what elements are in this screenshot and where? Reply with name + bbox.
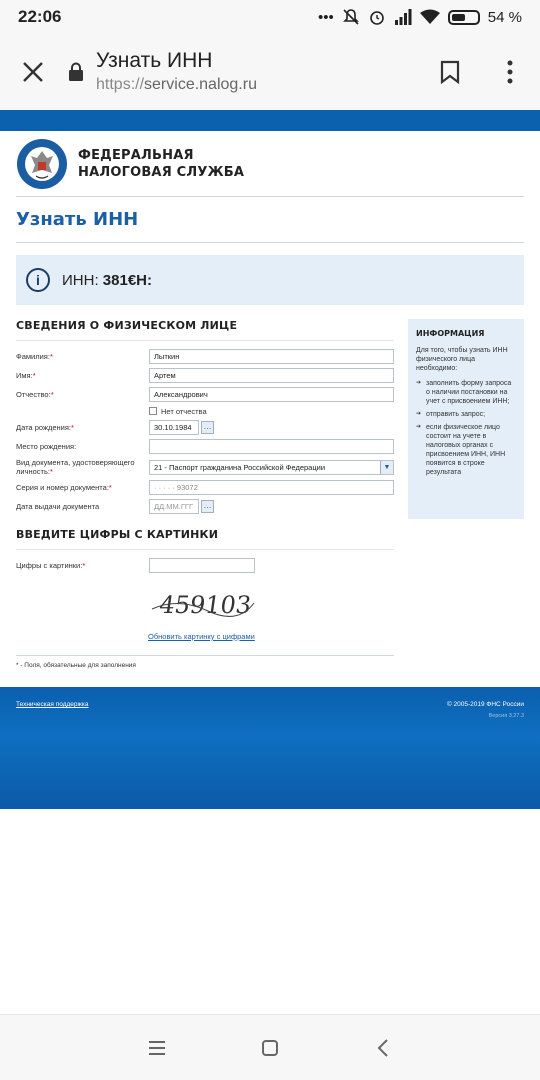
- battery-percent: 54 %: [487, 8, 522, 26]
- captcha-input[interactable]: [149, 558, 255, 573]
- row-doctype: [16, 456, 394, 478]
- wifi-icon: [420, 9, 440, 25]
- back-button[interactable]: [363, 1028, 403, 1068]
- main-content: [16, 319, 524, 673]
- info-panel: [408, 319, 524, 519]
- name-label: [16, 371, 149, 380]
- lock-icon: [66, 34, 86, 110]
- patronymic-label: [16, 390, 149, 399]
- url-host: service.nalog.ru: [144, 76, 257, 93]
- info-item: ➔ если физическое лицо состоит на учете в налоговых органах с присвоением ИНН, ИНН появится в строке результата: [416, 423, 516, 477]
- bookmark-button[interactable]: [420, 34, 480, 110]
- menu-button[interactable]: [480, 34, 540, 110]
- row-birthdate: [16, 418, 394, 437]
- info-item: ➔ отправить запрос;: [416, 410, 516, 419]
- org-line-2: НАЛОГОВАЯ СЛУЖБА: [78, 164, 245, 180]
- doctype-label-text: Вид документа, удостоверяющего личность:: [16, 458, 135, 476]
- docnum-label: [16, 483, 149, 492]
- web-page: [0, 110, 540, 809]
- name-field[interactable]: Артем: [149, 368, 394, 383]
- browser-toolbar: [0, 34, 540, 110]
- copyright: © 2005-2019 ФНС России: [446, 701, 524, 708]
- patronymic-label-text: Отчество:: [16, 390, 51, 399]
- surname-label: [16, 352, 149, 361]
- close-button[interactable]: [0, 34, 66, 110]
- mute-icon: [342, 8, 360, 26]
- org-line-1: ФЕДЕРАЛЬНАЯ: [78, 147, 194, 163]
- info-intro: Для того, чтобы узнать ИНН физического лица необходимо:: [416, 347, 508, 372]
- section-captcha-title: ВВЕДИТЕ ЦИФРЫ С КАРТИНКИ: [16, 528, 394, 550]
- surname-field[interactable]: Лыткин: [149, 349, 394, 364]
- row-docnum: [16, 478, 394, 497]
- inn-form: [16, 319, 394, 705]
- patronymic-field[interactable]: Александрович: [149, 387, 394, 402]
- required-mark: *: [108, 483, 112, 492]
- no-patronymic-checkbox[interactable]: [149, 407, 157, 415]
- doctype-select[interactable]: [149, 460, 394, 475]
- issue-date-picker-button[interactable]: …: [201, 500, 214, 513]
- required-mark: *: [82, 561, 86, 570]
- url-scheme: https://: [96, 76, 145, 93]
- address-area[interactable]: [96, 48, 420, 96]
- birthplace-label: Место рождения:: [16, 442, 77, 451]
- inn-result: [62, 272, 152, 289]
- recent-apps-button[interactable]: [137, 1028, 177, 1068]
- birthdate-label-text: Дата рождения:: [16, 423, 71, 432]
- fns-emblem-logo[interactable]: [16, 138, 68, 190]
- doctype-value: 21 - Паспорт гражданина Российской Федерации: [154, 462, 326, 472]
- row-surname: [16, 347, 394, 366]
- org-name: [78, 147, 244, 181]
- section-personal-title: СВЕДЕНИЯ О ФИЗИЧЕСКОМ ЛИЦЕ: [16, 319, 394, 341]
- row-patronymic: [16, 385, 394, 404]
- back-icon: [376, 1038, 390, 1058]
- docnum-field[interactable]: · · · · · 93072: [149, 480, 394, 495]
- chevron-down-icon[interactable]: ▼: [380, 461, 393, 474]
- url-text: [96, 74, 420, 96]
- required-mark: *: [49, 467, 53, 476]
- battery-icon: [448, 10, 480, 25]
- bookmark-icon: [440, 60, 460, 84]
- doctype-label: [16, 458, 149, 476]
- required-mark: *: [50, 390, 54, 399]
- home-button[interactable]: [250, 1028, 290, 1068]
- system-nav-bar: [0, 1014, 540, 1080]
- site-footer: [0, 687, 540, 809]
- close-icon: [22, 61, 44, 83]
- inn-value: 381€Н:: [102, 271, 152, 289]
- captcha-label-text: Цифры с картинки:: [16, 561, 83, 570]
- birthplace-field[interactable]: [149, 439, 394, 454]
- no-patronymic-label: Нет отчества: [161, 406, 207, 416]
- home-square-icon: [261, 1039, 279, 1057]
- status-icons: [318, 8, 522, 26]
- site-header: [16, 131, 524, 197]
- top-stripe: [0, 110, 540, 131]
- birthdate-label: [16, 423, 149, 432]
- refresh-captcha-link[interactable]: Обновить картинку с цифрами: [148, 632, 255, 641]
- info-item: ➔ заполнить форму запроса о наличии постановки на учет с присвоением ИНН;: [416, 379, 516, 406]
- support-link[interactable]: Техническая поддержка: [16, 701, 89, 708]
- issue-date-label: Дата выдачи документа: [16, 502, 100, 511]
- no-patronymic-row[interactable]: [16, 404, 394, 418]
- row-name: [16, 366, 394, 385]
- inn-result-box: [16, 255, 524, 305]
- captcha-image: [148, 587, 258, 621]
- alarm-icon: [368, 8, 386, 26]
- required-mark: *: [32, 371, 36, 380]
- captcha-text: 459103: [157, 591, 254, 619]
- captcha-label: [16, 561, 149, 570]
- row-birthplace: [16, 437, 394, 456]
- required-mark: *: [71, 423, 74, 432]
- page-heading: Узнать ИНН: [16, 205, 524, 243]
- page-title-bar: Узнать ИНН: [96, 49, 213, 72]
- surname-label-text: Фамилия:: [16, 352, 50, 361]
- info-icon: i: [26, 268, 50, 292]
- required-mark: *: [49, 352, 53, 361]
- required-note: * - Поля, обязательные для заполнения: [16, 655, 394, 669]
- dots-icon: •••: [318, 8, 334, 26]
- menu-icon: [147, 1040, 167, 1056]
- row-issue-date: [16, 497, 394, 516]
- signal-icon: [394, 9, 412, 25]
- info-list: [416, 379, 516, 477]
- birthdate-picker-button[interactable]: …: [201, 421, 214, 434]
- captcha-row: [16, 556, 394, 575]
- more-vert-icon: [507, 60, 513, 84]
- status-time: 22:06: [18, 7, 62, 26]
- docnum-label-text: Серия и номер документа:: [16, 483, 109, 492]
- status-bar: [0, 0, 540, 34]
- issue-date-field[interactable]: ДД.ММ.ГГГ: [149, 499, 199, 514]
- name-label-text: Имя:: [16, 371, 33, 380]
- inn-label: ИНН:: [62, 271, 99, 289]
- birthdate-field[interactable]: 30.10.1984: [149, 420, 199, 435]
- info-title: ИНФОРМАЦИЯ: [416, 329, 485, 338]
- version: Версия 3.27.3: [488, 713, 524, 719]
